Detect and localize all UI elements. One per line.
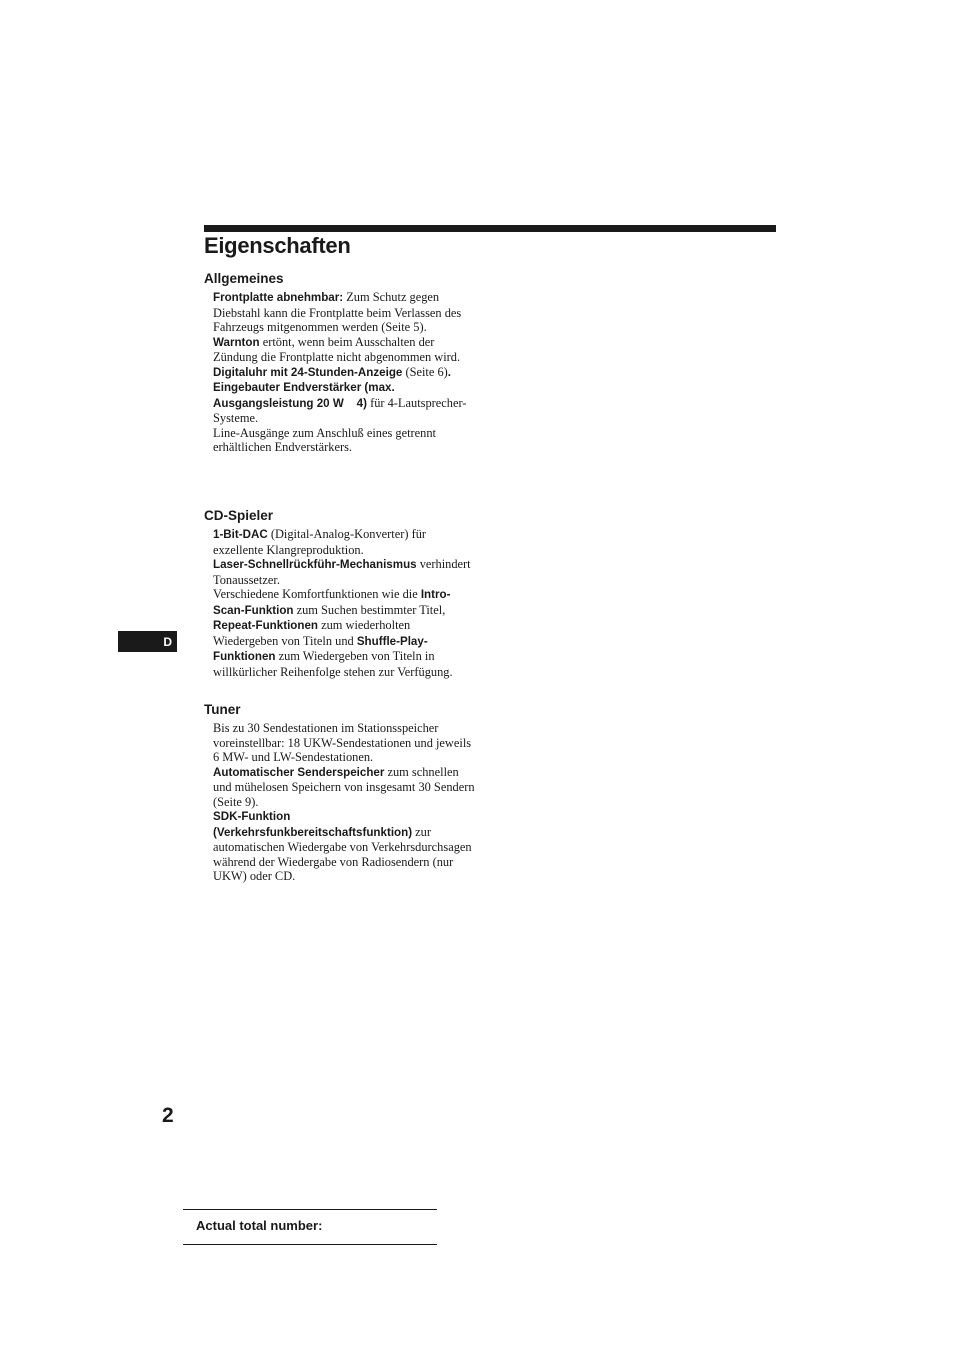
feature-term: Repeat-Funktionen: [213, 619, 318, 632]
feature-term: 1-Bit-DAC: [213, 528, 268, 541]
section-body-allgemeines: [213, 290, 475, 455]
feature-item: [213, 765, 475, 810]
feature-desc: Zum Schutz gegen Diebstahl kann die Frontplatte beim Verlassen des Fahrzeugs mitgenommen werden (Seite 5).: [213, 290, 462, 334]
language-tab: D: [118, 631, 177, 652]
feature-item: [213, 721, 475, 765]
section-body-tuner: [213, 721, 475, 884]
feature-item: [213, 290, 475, 335]
section-heading-cd-spieler: CD-Spieler: [204, 508, 274, 523]
page-number: 2: [162, 1104, 174, 1127]
feature-desc: zum Suchen bestimmter Titel,: [293, 602, 446, 617]
feature-term-end: .: [447, 365, 452, 379]
page-title: Eigenschaften: [204, 233, 351, 258]
feature-term: SDK-Funktion (Verkehrsfunkbereitschaftsfunktion): [213, 810, 413, 839]
feature-item: [213, 809, 475, 884]
feature-desc: (Seite 6): [402, 364, 448, 379]
feature-item: [213, 426, 475, 455]
feature-term: Intro-Scan-Funktion: [213, 588, 451, 617]
feature-desc: für 4-Lautsprecher-Systeme.: [213, 395, 467, 425]
feature-term: Laser-Schnellrückführ-Mechanismus: [213, 558, 417, 571]
feature-item: [213, 380, 475, 426]
feature-desc: Verschiedene Komfortfunktionen wie die: [213, 587, 421, 601]
feature-desc: ertönt, wenn beim Ausschalten der Zündung die Frontplatte nicht abgenommen wird.: [213, 334, 461, 364]
feature-desc: (Digital-Analog-Konverter) für exzellente Klangreproduktion.: [213, 527, 427, 557]
section-heading-allgemeines: Allgemeines: [204, 271, 284, 286]
feature-item: [213, 365, 475, 381]
feature-term: Digitaluhr mit 24-Stunden-Anzeige: [213, 365, 403, 379]
feature-desc: zum schnellen und mühelosen Speichern von insgesamt 30 Sendern (Seite 9).: [213, 764, 475, 809]
feature-desc: Bis zu 30 Sendestationen im Stationsspeicher voreinstellbar: 18 UKW-Sendestationen und jeweils 6 MW- und LW-Sendestationen.: [213, 721, 472, 764]
section-heading-tuner: Tuner: [204, 702, 241, 717]
footer-box: [183, 1209, 437, 1245]
feature-term: Frontplatte abnehmbar:: [213, 291, 344, 304]
feature-desc: verhindert Tonaussetzer.: [213, 557, 471, 587]
feature-desc: zum wiederholten Wiedergeben von Titeln und: [213, 618, 411, 648]
feature-term: Shuffle-Play-Funktionen: [213, 634, 428, 663]
feature-item: [213, 527, 475, 557]
feature-desc: zum Wiedergeben von Titeln in willkürlicher Reihenfolge stehen zur Verfügung.: [213, 649, 453, 679]
feature-item: [213, 587, 475, 679]
section-body-cd-spieler: [213, 527, 475, 679]
feature-term: Eingebauter Endverstärker (max. Ausgangsleistung 20 W 4): [213, 381, 395, 410]
feature-item: [213, 335, 475, 365]
footer-label: Actual total number:: [196, 1218, 323, 1233]
feature-desc: Line-Ausgänge zum Anschluß eines getrennt erhältlichen Endverstärkers.: [213, 425, 436, 454]
feature-desc: zur automatischen Wiedergabe von Verkehrsdurchsagen während der Wiedergabe von Radiosendern (nur UKW) oder CD.: [213, 824, 472, 883]
feature-term: Automatischer Senderspeicher: [213, 765, 385, 779]
title-rule: [204, 225, 776, 232]
feature-item: [213, 557, 475, 587]
feature-term: Warnton: [213, 335, 260, 349]
